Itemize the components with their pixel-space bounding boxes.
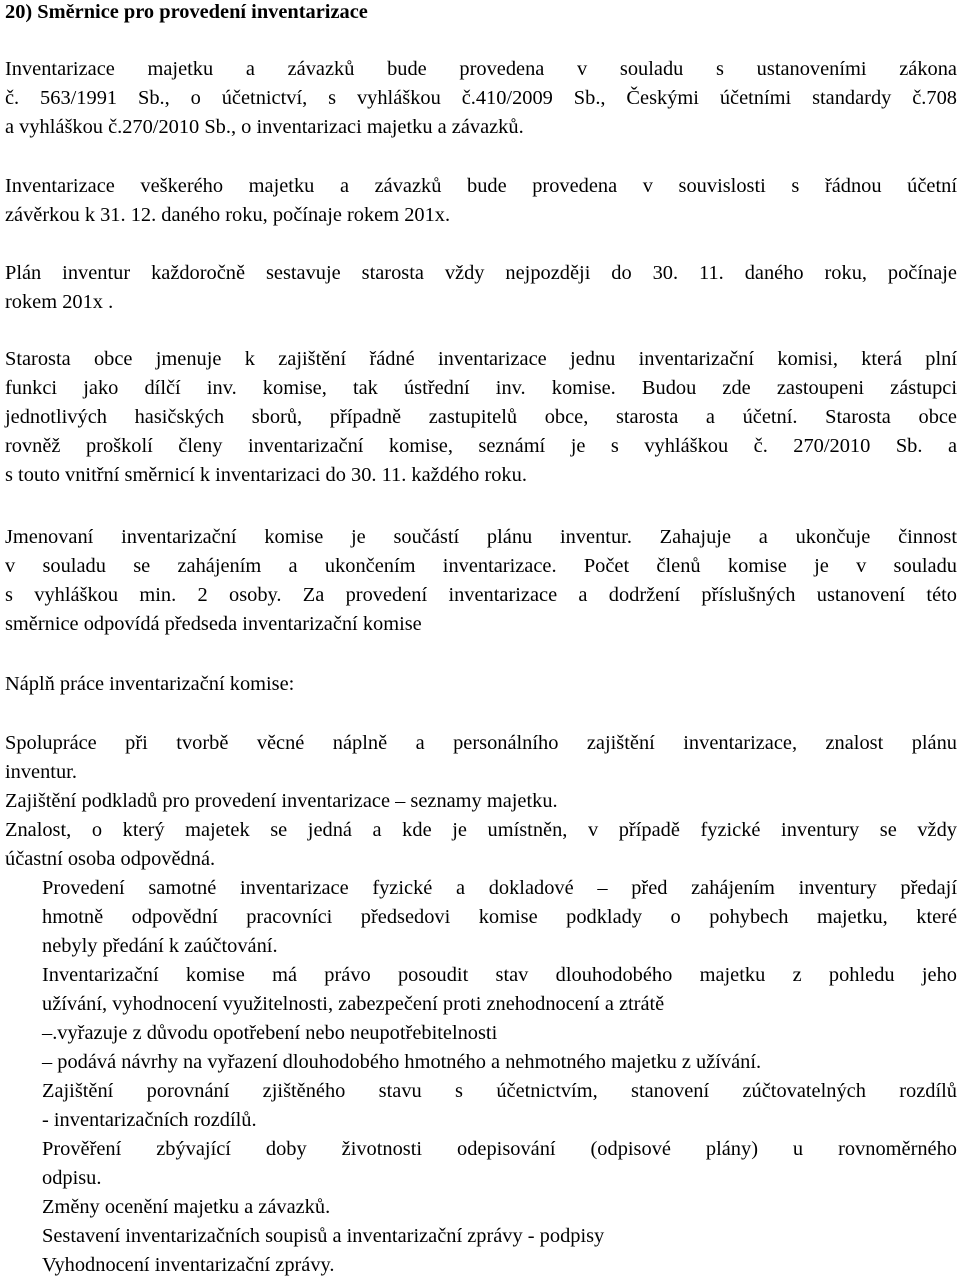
paragraph-plan [5, 259, 957, 317]
text-line: Spolupráce při tvorbě věcné náplně a personálního zajištění inventarizace, znalost plánu [5, 732, 957, 754]
text-line: s vyhláškou min. 2 osoby. Za provedení inventarizace a dodržení příslušných ustanovení této [5, 584, 957, 606]
text-line: a vyhláškou č.270/2010 Sb., o inventarizaci majetku a závazků. [5, 116, 524, 138]
paragraph-knowledge [5, 816, 957, 874]
text-line: funkci jako dílčí inv. komise, tak ústřední inv. komise. Budou zde zastoupeni zástupci [5, 377, 957, 399]
text-line: Sestavení inventarizačních soupisů a inventarizační zprávy - podpisy [42, 1225, 605, 1247]
text-line: rovněž proškolí členy inventarizační komise, seznámí je s vyhláškou č. 270/2010 Sb. a [5, 435, 957, 457]
text-line: s touto vnitřní směrnicí k inventarizaci do 30. 11. každého roku. [5, 464, 527, 486]
text-line: v souladu se zahájením a ukončením inventarizace. Počet členů komise je v souladu [5, 555, 957, 577]
paragraph-legal-basis [5, 55, 957, 142]
text-line: – podává návrhy na vyřazení dlouhodobého hmotného a nehmotného majetku z užívání. [42, 1051, 762, 1073]
text-line: Náplň práce inventarizační komise: [5, 673, 295, 695]
text-line: inventur. [5, 761, 77, 783]
text-line: odpisu. [42, 1167, 102, 1189]
text-line: –.vyřazuje z důvodu opotřebení nebo neupotřebitelnosti [42, 1022, 498, 1044]
text-line: Starosta obce jmenuje k zajištění řádné inventarizace jednu inventarizační komisi, která plní [5, 348, 957, 370]
text-line: Inventarizační komise má právo posoudit stav dlouhodobého majetku z pohledu jeho [42, 964, 957, 986]
paragraph-scope [5, 172, 957, 230]
paragraph-assessment [42, 961, 957, 1077]
paragraph-cooperation [5, 729, 957, 787]
text-line: Zajištění porovnání zjištěného stavu s účetnictvím, stanovení zúčtovatelných rozdílů [42, 1080, 957, 1102]
text-line: jednotlivých hasičských sborů, případně zastupitelů obce, starosta a účetní. Starosta obce [5, 406, 957, 428]
text-line: Inventarizace veškerého majetku a závazků bude provedena v souvislosti s řádnou účetní [5, 175, 957, 197]
paragraph-reconciliation [42, 1077, 957, 1135]
page-title: 20) Směrnice pro provedení inventarizace [5, 1, 368, 23]
paragraph-documents [5, 787, 957, 816]
text-line: směrnice odpovídá předseda inventarizační komise [5, 613, 422, 635]
text-line: Prověření zbývající doby životnosti odepisování (odpisové plány) u rovnoměrného [42, 1138, 957, 1160]
paragraph-members [5, 523, 957, 639]
text-line: Inventarizace majetku a závazků bude provedena v souladu s ustanoveními zákona [5, 58, 957, 80]
text-line: Jmenovaní inventarizační komise je součástí plánu inventur. Zahajuje a ukončuje činnost [5, 526, 957, 548]
text-line: účastní osoba odpovědná. [5, 848, 216, 870]
text-line: Znalost, o který majetek se jedná a kde je umístněn, v případě fyzické inventury se vždy [5, 819, 957, 841]
text-line: - inventarizačních rozdílů. [42, 1109, 257, 1131]
text-line: č. 563/1991 Sb., o účetnictví, s vyhláškou č.410/2009 Sb., Českými účetními standardy č.708 [5, 87, 957, 109]
text-line: hmotně odpovědní pracovníci předsedovi komise podklady o pohybech majetku, které [42, 906, 957, 928]
section-heading-duties [5, 670, 957, 699]
text-line: rokem 201x . [5, 291, 114, 313]
text-line: Vyhodnocení inventarizační zprávy. [42, 1254, 335, 1276]
text-line: užívání, vyhodnocení využitelnosti, zabezpečení proti znehodnocení a ztrátě [42, 993, 665, 1015]
text-line: Změny ocenění majetku a závazků. [42, 1196, 331, 1218]
paragraph-commission [5, 345, 957, 490]
paragraph-execution [42, 874, 957, 961]
paragraph-valuation [42, 1193, 957, 1222]
paragraph-compilation [42, 1222, 957, 1251]
text-line: nebyly předání k zaúčtování. [42, 935, 278, 957]
paragraph-lifetime [42, 1135, 957, 1193]
text-line: Plán inventur každoročně sestavuje starosta vždy nejpozději do 30. 11. daného roku, počínaje [5, 262, 957, 284]
paragraph-evaluation [42, 1251, 957, 1280]
text-line: závěrkou k 31. 12. daného roku, počínaje rokem 201x. [5, 204, 451, 226]
text-line: Provedení samotné inventarizace fyzické a dokladové – před zahájením inventury předají [42, 877, 957, 899]
text-line: Zajištění podkladů pro provedení inventarizace – seznamy majetku. [5, 790, 558, 812]
